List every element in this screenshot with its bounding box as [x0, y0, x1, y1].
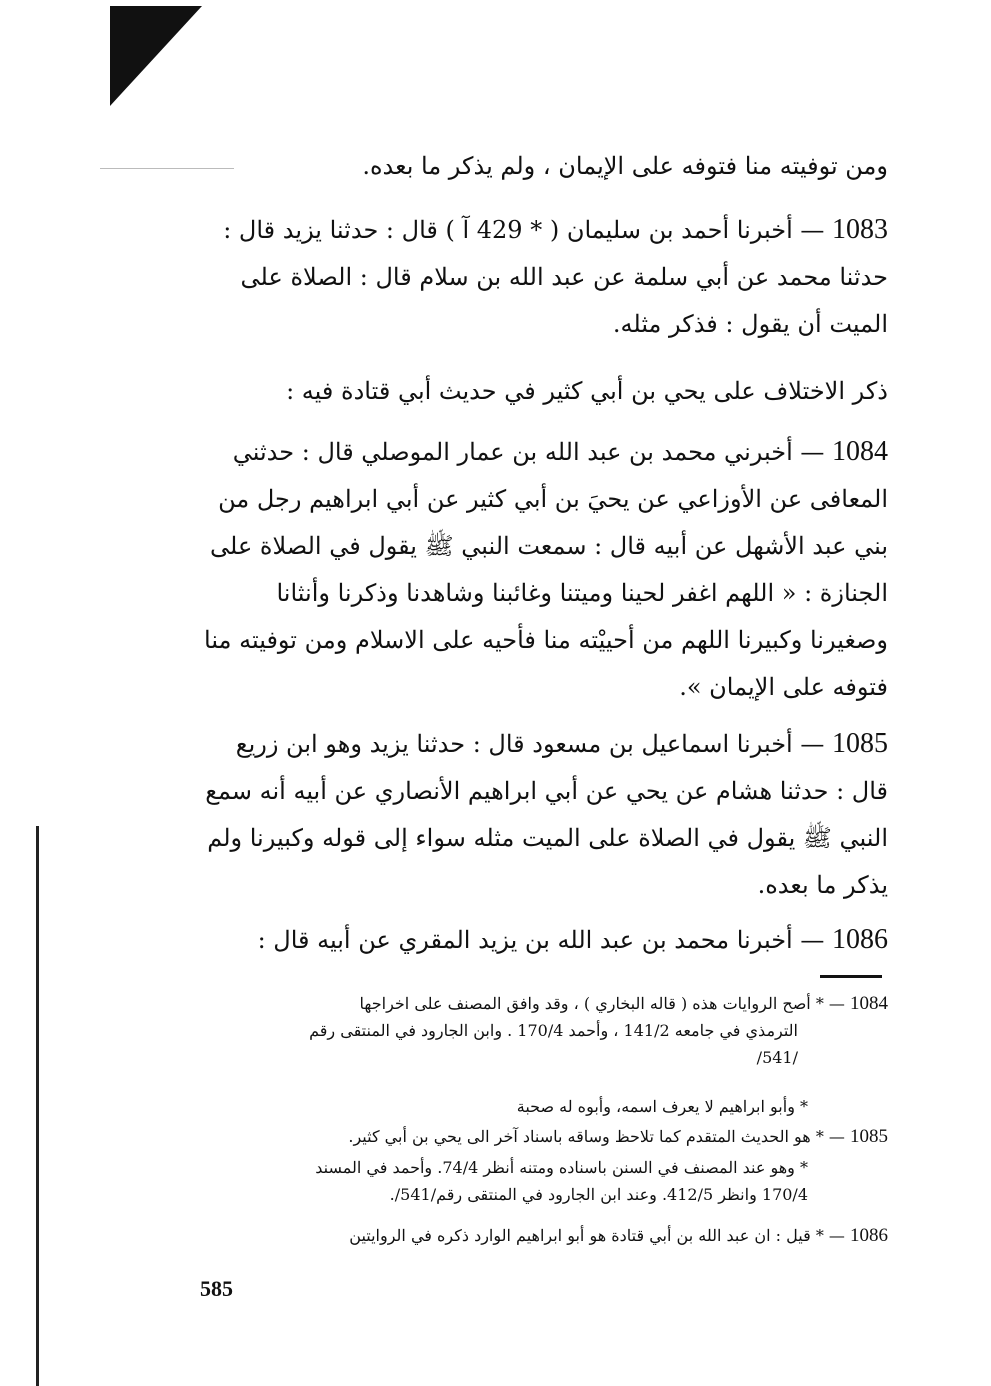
footnote-1084: 1084 — * أصح الروايات هذه ( قاله البخاري ) ، وقد وافق المصنف على اخراجها الترمذي في جامعه 141/2 ، وأحمد 170/4 . وابن الجارود في المنتقى رقم /541/: [309, 993, 888, 1067]
hadith-1086: 1086 — أخبرنا محمد بن عبد الله بن يزيد المقري عن أبيه قال :: [257, 924, 888, 955]
footnote-1086: 1086 — * قيل : ان عبد الله بن أبي قتادة هو أبو ابراهيم الوارد ذكره في الروايتين: [349, 1225, 888, 1246]
footnote-number: 1084: [850, 993, 888, 1014]
hadith-number: 1083: [832, 214, 888, 245]
section-heading: ذكر الاختلاف على يحي بن أبي كثير في حديث أبي قتادة فيه :: [286, 377, 888, 405]
paragraph-continuation: ومن توفيته منا فتوفه على الإيمان ، ولم يذكر ما بعده.: [362, 152, 888, 180]
hadith-number: 1085: [832, 728, 888, 759]
page-edge-line: [36, 826, 39, 1386]
hadith-1085: 1085 — أخبرنا اسماعيل بن مسعود قال : حدثنا يزيد وهو ابن زريع قال : حدثنا هشام عن يحي عن أبي ابراهيم الأنصاري عن أبيه أنه سمع النبي ﷺ يقول في الصلاة على الميت مثله سواء إلى قوله وكبيرنا ولم يذكر ما بعده.: [205, 728, 888, 899]
footnote-separator: [820, 975, 882, 978]
hadith-number: 1086: [832, 924, 888, 955]
footnote-number: 1086: [850, 1225, 888, 1246]
corner-scan-mark: [110, 6, 202, 106]
footnote-number: 1085: [850, 1126, 888, 1147]
footnote-1085: 1085 — * هو الحديث المتقدم كما تلاحظ وساقه باسناد آخر الى يحي بن أبي كثير.: [348, 1126, 888, 1147]
footnote-1084-note: * وأبو ابراهيم لا يعرف اسمه، وأبوه له صحبة: [516, 1097, 808, 1116]
hadith-1084: 1084 — أخبرني محمد بن عبد الله بن عمار الموصلي قال : حدثني المعافى عن الأوزاعي عن يحيَ بن أبي كثير عن أبي ابراهيم رجل من بني عبد الأشهل عن أبيه قال : سمعت النبي ﷺ يقول في الصلاة على الجنازة : « اللهم اغفر لحينا وميتنا وغائبنا وشاهدنا وذكرنا وأنثانا وصغيرنا وكبيرنا اللهم من أحييْته منا فأحيه على الاسلام ومن توفيته منا فتوفه على الإيمان ».: [204, 436, 888, 701]
page-number: 585: [200, 1276, 233, 1301]
hadith-number: 1084: [832, 436, 888, 467]
footnote-1085-note: * وهو عند المصنف في السنن باسناده ومتنه أنظر 74/4. وأحمد في المسند 170/4 وانظر 412/5. وعند ابن الجارود في المنتقى رقم/541/.: [315, 1158, 808, 1204]
hadith-1083: 1083 — أخبرنا أحمد بن سليمان ( * 429 آ ) قال : حدثنا يزيد قال : حدثنا محمد عن أبي سلمة عن عبد الله بن سلام قال : الصلاة على الميت أن يقول : فذكر مثله.: [223, 214, 888, 338]
